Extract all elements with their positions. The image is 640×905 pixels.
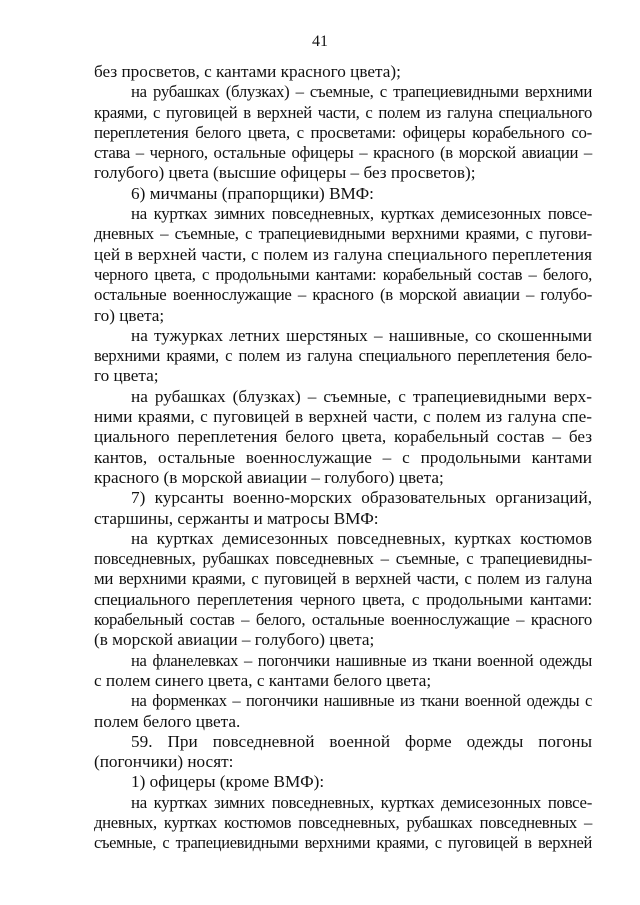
text-line: на куртках зимних повседневных, куртках демисезонных повсе- [131,204,592,224]
text-line: на куртках демисезонных повседневных, куртках костюмов [131,528,592,548]
text-line: корабельный состав – белого, остальные военнослужащие – красного [94,610,592,630]
text-line: дневных – съемные, с трапециевидными верхними краями, с пугови- [94,224,592,244]
text-line: старшины, сержанты и матросы ВМФ: [94,508,379,528]
text-line: переплетения белого цвета, с просветами: офицеры корабельного со- [94,122,592,142]
text-line: го цвета; [94,366,159,386]
text-line: цей в верхней части, с полем из галуна специального переплетения [94,244,592,264]
text-line: полем белого цвета. [94,711,241,731]
text-line: 59. При повседневной военной форме одежды погоны [131,731,592,751]
text-line: верхними краями, с полем из галуна специального переплетения бело- [94,346,592,366]
text-line: циального переплетения белого цвета, корабельный состав – без [94,427,592,447]
text-line: на рубашках (блузках) – съемные, с трапециевидными верхними [131,82,592,102]
text-line: голубого) цвета (высшие офицеры – без просветов); [94,163,476,183]
text-line: 1) офицеры (кроме ВМФ): [131,772,325,792]
text-line: ними краями, с пуговицей в верхней части, с полем из галуна спе- [94,407,592,427]
text-line: (погончики) носят: [94,752,234,772]
text-line: черного цвета, с продольными кантами: корабельный состав – белого, [94,264,592,284]
text-line: ми верхними краями, с пуговицей в верхней части, с полем из галуна [94,569,592,589]
text-line: става – черного, остальные офицеры – красного (в морской авиации – [94,143,592,163]
text-line: на форменках – погончики нашивные из ткани военной одежды с [131,691,592,711]
document-body [94,62,592,854]
text-line: на куртках зимних повседневных, куртках демисезонных повсе- [131,792,592,812]
text-line: на тужурках летних шерстяных – нашивные, со скошенными [131,325,592,345]
text-line: 7) курсанты военно-морских образовательных организаций, [131,488,592,508]
text-line: 6) мичманы (прапорщики) ВМФ: [131,183,374,203]
text-line: красного (в морской авиации – голубого) цвета; [94,467,444,487]
text-line: (в морской авиации – голубого) цвета; [94,630,375,650]
page-number: 41 [312,33,328,50]
text-line: на фланелевках – погончики нашивные из ткани военной одежды [131,650,592,670]
text-line: на рубашках (блузках) – съемные, с трапециевидными верх- [131,386,592,406]
text-line: го) цвета; [94,305,165,325]
text-line: повседневных, рубашках повседневных – съемные, с трапециевидны- [94,549,592,569]
text-line: специального переплетения черного цвета, с продольными кантами: [94,589,592,609]
text-line: съемные, с трапециевидными верхними краями, с пуговицей в верхней [94,833,592,853]
text-line: кантов, остальные военнослужащие – с продольными кантами [94,447,592,467]
text-line: с полем синего цвета, с кантами белого цвета; [94,670,432,690]
text-line: краями, с пуговицей в верхней части, с полем из галуна специального [94,102,592,122]
text-line: дневных, куртках костюмов повседневных, рубашках повседневных – [94,812,592,832]
text-line: без просветов, с кантами красного цвета); [94,62,401,81]
text-line: остальные военнослужащие – красного (в морской авиации – голубо- [94,285,592,305]
